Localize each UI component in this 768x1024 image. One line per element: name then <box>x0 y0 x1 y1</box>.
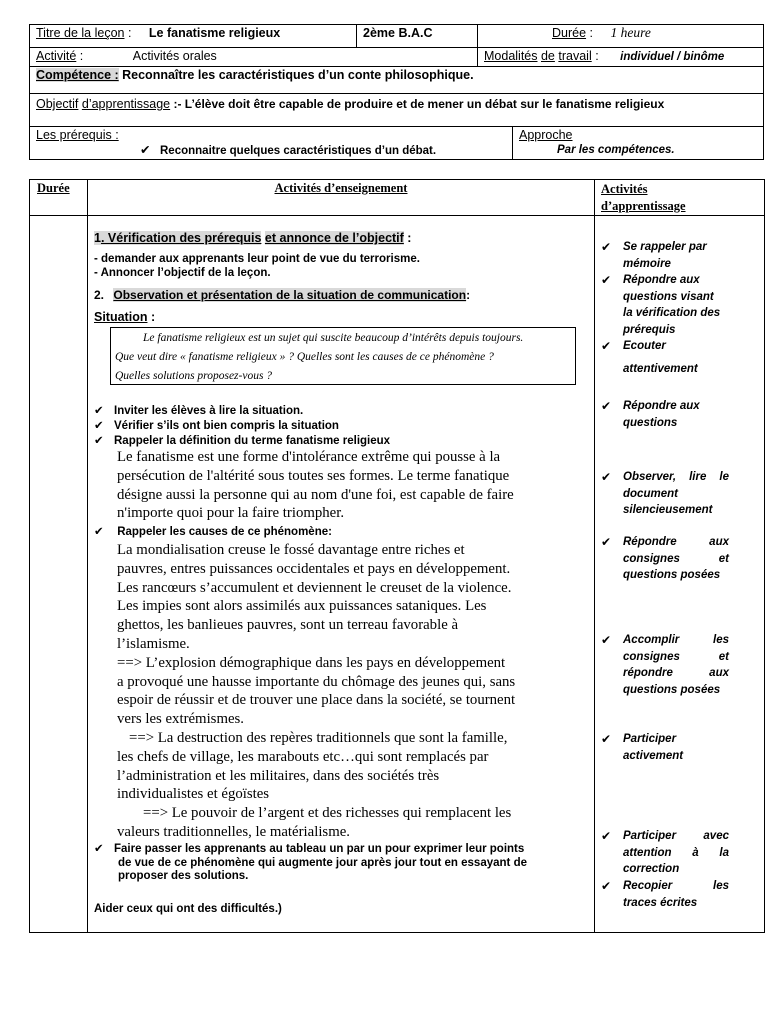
modalites-w1: Modalités <box>484 49 538 63</box>
objectif-w2: d’apprentissage <box>81 97 171 111</box>
causes-line: Les rancœurs s’accumulent et deviennent le creuset de la violence. <box>117 579 512 596</box>
titre-label: Titre de la leçon <box>36 26 125 40</box>
activite-label: Activité <box>36 49 77 63</box>
bullet-text: Rappeler les causes de ce phénomène: <box>114 526 332 538</box>
appr-line: Se rappeler par <box>623 241 707 253</box>
col-header-apprentissage <box>601 181 686 215</box>
causes-paragraph <box>117 541 587 842</box>
check-icon: ✔ <box>601 829 612 843</box>
col-header-duree: Durée <box>37 181 70 195</box>
prerequis-item <box>140 143 436 158</box>
appr-repondre-questions <box>601 398 729 431</box>
s2-title: Observation et présentation de la situation de communication <box>113 288 467 302</box>
causes-line: ==> L’explosion démographique dans les pays en développement <box>117 654 506 671</box>
appr-line: attention à la <box>623 846 729 859</box>
causes-line: les chefs de village, les marabouts etc…qui sont remplacés par <box>117 748 489 765</box>
appr-line: traces écrites <box>623 896 698 909</box>
check-icon: ✔ <box>94 403 104 417</box>
def-line: n'importe quoi pour la faire triompher. <box>117 505 345 522</box>
s1-num: 1 <box>94 231 101 245</box>
approche-value: Par les compétences. <box>557 144 675 156</box>
duree-sep: : <box>586 26 593 40</box>
appr-line: Participer <box>623 733 677 745</box>
appr-se-rappeler <box>601 239 729 272</box>
s1-title: . Vérification des prérequis <box>100 231 262 245</box>
situation-box <box>110 327 576 385</box>
col-header-apprentissage-l1: Activités <box>601 182 648 196</box>
niveau-value: 2ème B.A.C <box>363 26 433 40</box>
appr-line: questions <box>623 416 678 429</box>
titre-cell <box>30 25 357 48</box>
causes-line: l’administration et les militaires, dans des sociétés très <box>117 767 440 784</box>
bullet-faire-passer <box>94 842 527 884</box>
competence-value: Reconnaître les caractéristiques d’un conte philosophique. <box>118 68 474 82</box>
duree-value: 1 heure <box>610 25 651 40</box>
def-line: désigne aussi la personne qui au nom d'une foi, est capable de faire <box>117 486 514 503</box>
check-icon: ✔ <box>601 732 612 746</box>
objectif-value: :- L’élève doit être capable de produire et de mener un débat sur le fanatisme religieux <box>170 97 665 111</box>
b5-line3: proposer des solutions. <box>118 870 249 882</box>
def-line: persécution de l'altérité sous toutes ses formes. Le terme fanatique <box>117 467 510 484</box>
situation-colon: : <box>147 310 156 324</box>
causes-line: La mondialisation creuse le fossé davantage entre riches et <box>117 542 465 558</box>
appr-participer-attention <box>601 828 729 878</box>
causes-line: l’islamisme. <box>117 635 190 652</box>
appr-line: attentivement <box>623 362 698 375</box>
check-icon: ✔ <box>601 399 612 413</box>
appr-line: consignes et <box>623 650 729 663</box>
causes-line: a provoqué une hausse importante du chômage des jeunes qui, sans <box>117 673 516 690</box>
appr-line: questions posées <box>623 683 721 696</box>
check-icon: ✔ <box>601 273 612 287</box>
titre-value: Le fanatisme religieux <box>148 26 281 40</box>
appr-line: questions posées <box>623 569 721 581</box>
modalites-sep: : <box>591 49 599 63</box>
s1-colon: : <box>403 231 412 245</box>
bullet-rappeler-definition <box>94 434 390 449</box>
section-2-title <box>94 288 470 302</box>
appr-line: Répondre aux <box>623 400 700 412</box>
appr-recopier <box>601 878 729 911</box>
appr-line: activement <box>623 749 684 762</box>
appr-line: mémoire <box>623 257 671 270</box>
col-header-enseignement: Activités d’enseignement <box>274 181 408 195</box>
appr-repondre-consignes <box>601 534 729 584</box>
appr-line: Recopier les <box>623 880 729 892</box>
check-icon: ✔ <box>601 879 612 893</box>
prerequis-label: Les prérequis : <box>36 128 119 142</box>
causes-line: ==> Le pouvoir de l’argent et des richesses qui remplacent les <box>143 805 512 822</box>
col-divider-2 <box>594 179 595 933</box>
appr-line: répondre aux <box>623 667 729 679</box>
check-icon: ✔ <box>601 535 612 549</box>
situation-line2: Que veut dire « fanatisme religieux » ? Quelles sont les causes de ce phénomène ? <box>115 351 494 363</box>
bullet-text: Inviter les élèves à lire la situation. <box>114 405 304 417</box>
competence-label: Compétence : <box>36 68 119 82</box>
aide-line: Aider ceux qui ont des difficultés.) <box>94 903 282 915</box>
bullet-inviter <box>94 404 303 419</box>
appr-line: Observer, lire le <box>623 471 729 483</box>
bullet-rappeler-causes <box>94 525 332 540</box>
appr-line: silencieusement <box>623 504 713 516</box>
modalites-w3: travail <box>558 49 592 63</box>
appr-line: questions visant <box>623 290 714 303</box>
appr-line: prérequis <box>623 323 676 336</box>
situation-line1: Le fanatisme religieux est un sujet qui suscite beaucoup d’intérêts depuis toujours. <box>143 332 524 344</box>
causes-line: ==> La destruction des repères traditionnels que sont la famille, <box>129 729 508 746</box>
check-icon: ✔ <box>601 339 612 353</box>
activite-cell <box>30 48 478 67</box>
approche-label: Approche <box>519 128 573 142</box>
s1-line1: - demander aux apprenants leur point de vue du terrorisme. <box>94 253 420 265</box>
definition-paragraph <box>117 448 587 523</box>
s1-and: et annonce de l’objectif <box>264 231 404 245</box>
appr-accomplir <box>601 632 729 698</box>
approche-cell <box>513 127 764 160</box>
appr-line: Accomplir les <box>623 634 729 646</box>
col-header-apprentissage-l2: d’apprentissage <box>601 199 686 213</box>
main-table-header-divider <box>29 215 765 216</box>
def-line: Le fanatisme est une forme d'intolérance extrême qui pousse à la <box>117 449 501 465</box>
duree-cell <box>478 25 764 48</box>
bullet-text: Rappeler la définition du terme fanatisme religieux <box>114 435 391 447</box>
causes-line: espoir de réussir et de trouver une place dans la société, se tournent <box>117 692 516 709</box>
header-table <box>29 24 764 160</box>
modalites-cell <box>478 48 764 67</box>
appr-observer <box>601 469 729 519</box>
causes-line: valeurs traditionnelles, le matérialisme. <box>117 823 350 840</box>
appr-repondre-questions-visant <box>601 272 729 338</box>
b5-line2: de vue de ce phénomène qui augmente jour après jour tout en essayant de <box>118 856 527 869</box>
appr-line: la vérification des <box>623 307 721 319</box>
check-icon: ✔ <box>601 633 612 647</box>
check-icon: ✔ <box>94 433 104 447</box>
objectif-cell <box>30 94 764 127</box>
s1-line2: - Annoncer l’objectif de la leçon. <box>94 267 271 279</box>
situation-heading <box>94 310 155 324</box>
causes-line: Les impies sont alors assimilés aux puissances sataniques. Les <box>117 598 487 615</box>
appr-line: Répondre aux <box>623 536 729 548</box>
appr-line: consignes et <box>623 552 729 565</box>
niveau-cell <box>357 25 478 48</box>
check-icon: ✔ <box>140 142 151 157</box>
appr-line: correction <box>623 863 680 875</box>
b5-line1: Faire passer les apprenants au tableau un par un pour exprimer leur points <box>114 843 525 855</box>
activite-sep: : <box>76 49 84 63</box>
check-icon: ✔ <box>94 418 104 432</box>
check-icon: ✔ <box>601 240 612 254</box>
appr-line: Ecouter <box>623 340 666 352</box>
situation-label: Situation <box>94 310 148 324</box>
duree-label: Durée <box>552 26 587 40</box>
causes-line: pauvres, entres puissances occidentales et pays en développement. <box>117 560 511 577</box>
bullet-text: Vérifier s’ils ont bien compris la situation <box>114 420 339 432</box>
causes-line: vers les extrémismes. <box>117 711 244 728</box>
prerequis-value: Reconnaitre quelques caractéristiques d’un débat. <box>160 145 437 157</box>
check-icon: ✔ <box>601 470 612 484</box>
appr-participer-activement <box>601 731 729 764</box>
objectif-w1: Objectif <box>36 97 79 111</box>
check-icon: ✔ <box>94 524 104 538</box>
situation-line3: Quelles solutions proposez-vous ? <box>115 370 273 382</box>
s2-num: 2. <box>94 288 105 302</box>
causes-line: ghettos, les banlieues pauvres, sont un terreau favorable à <box>117 617 459 634</box>
prerequis-cell <box>30 127 513 160</box>
bullet-verifier <box>94 419 339 434</box>
appr-line: Participer avec <box>623 830 729 842</box>
causes-line: individualistes et égoïstes <box>117 786 270 803</box>
activite-value: Activités orales <box>132 49 217 63</box>
check-icon: ✔ <box>94 841 104 855</box>
appr-line: Répondre aux <box>623 274 700 286</box>
col-divider-1 <box>87 179 88 933</box>
modalites-value: individuel / binôme <box>620 51 725 63</box>
modalites-w2: de <box>540 49 555 63</box>
appr-line: document <box>623 487 678 500</box>
competence-cell <box>30 67 764 94</box>
s2-colon: : <box>466 288 471 302</box>
titre-sep: : <box>124 26 132 40</box>
appr-ecouter <box>601 338 729 377</box>
section-1-title <box>94 231 411 245</box>
